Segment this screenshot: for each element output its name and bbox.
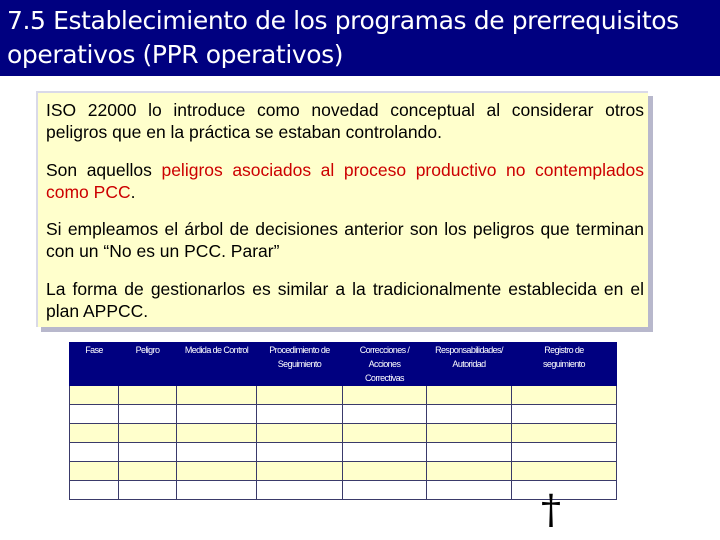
table-cell <box>70 386 119 405</box>
ppr-operativos-table <box>69 342 617 500</box>
table-cell <box>119 481 177 500</box>
text-box <box>36 91 648 327</box>
table-cell <box>177 424 257 443</box>
column-header-responsabilidades: Responsabilidades/ Autoridad <box>427 343 512 386</box>
paragraph-management: La forma de gestionarlos es similar a la tradicionalmente establecida en el plan APPCC. <box>46 279 644 321</box>
paragraph-decision-tree: Si empleamos el árbol de decisiones anterior son los peligros que terminan con un “No es un PCC. Parar” <box>46 219 644 261</box>
table-cell <box>343 481 427 500</box>
table-cell <box>512 386 617 405</box>
table-cell <box>119 424 177 443</box>
table-cell <box>70 443 119 462</box>
table-cell <box>512 462 617 481</box>
table-cell <box>427 481 512 500</box>
table-cell <box>427 386 512 405</box>
table-row <box>70 443 617 462</box>
column-header-procedimiento-seguimiento: Procedimiento de Seguimiento <box>257 343 343 386</box>
table-cell <box>119 405 177 424</box>
table-cell <box>119 443 177 462</box>
table-cell <box>70 424 119 443</box>
table-cell <box>427 462 512 481</box>
table-cell <box>343 462 427 481</box>
table-cell <box>257 386 343 405</box>
column-header-fase: Fase <box>70 343 119 386</box>
table-cell <box>257 462 343 481</box>
table-body <box>70 386 617 500</box>
table-header-row <box>70 343 617 386</box>
table-cell <box>177 481 257 500</box>
table-cell <box>177 386 257 405</box>
table-cell <box>119 462 177 481</box>
table-row <box>70 462 617 481</box>
table-cell <box>70 481 119 500</box>
table-cell <box>257 443 343 462</box>
table-cell <box>177 462 257 481</box>
table-cell <box>343 386 427 405</box>
column-header-peligro: Peligro <box>119 343 177 386</box>
slide-title-bar <box>0 0 720 76</box>
table-cell <box>177 443 257 462</box>
paragraph-definition-end: . <box>130 182 136 202</box>
column-header-medida-de-control: Medida de Control <box>177 343 257 386</box>
table-cell <box>427 424 512 443</box>
table-cell <box>257 405 343 424</box>
table-cell <box>512 405 617 424</box>
table-cell <box>70 462 119 481</box>
table-cell <box>177 405 257 424</box>
paragraph-definition-highlight: peligros asociados al proceso productivo no contemplados como PCC <box>46 160 644 202</box>
table-cell <box>343 424 427 443</box>
dagger-mark: † <box>541 487 561 533</box>
table-cell <box>512 481 617 500</box>
table-cell <box>119 386 177 405</box>
slide-title-line-2: operativos (PPR operativos) <box>7 40 344 69</box>
table-cell <box>257 424 343 443</box>
table-cell <box>343 405 427 424</box>
table-row <box>70 386 617 405</box>
table-cell <box>257 481 343 500</box>
paragraph-iso-22000: ISO 22000 lo introduce como novedad conceptual al considerar otros peligros que en la práctica se estaban controlando. <box>46 100 644 142</box>
table-cell <box>512 424 617 443</box>
table-cell <box>70 405 119 424</box>
paragraph-definition-lead: Son aquellos <box>46 160 162 180</box>
table-cell <box>427 443 512 462</box>
column-header-registro-seguimiento: Registro de seguimiento <box>512 343 617 386</box>
table-cell <box>427 405 512 424</box>
slide-title-line-1: 7.5 Establecimiento de los programas de prerrequisitos <box>7 6 679 35</box>
table-cell <box>343 443 427 462</box>
table-row <box>70 481 617 500</box>
table-row <box>70 424 617 443</box>
paragraph-definition <box>46 159 644 203</box>
table-row <box>70 405 617 424</box>
column-header-correcciones-acciones: Correcciones / Acciones Correctivas <box>343 343 427 386</box>
table-cell <box>512 443 617 462</box>
